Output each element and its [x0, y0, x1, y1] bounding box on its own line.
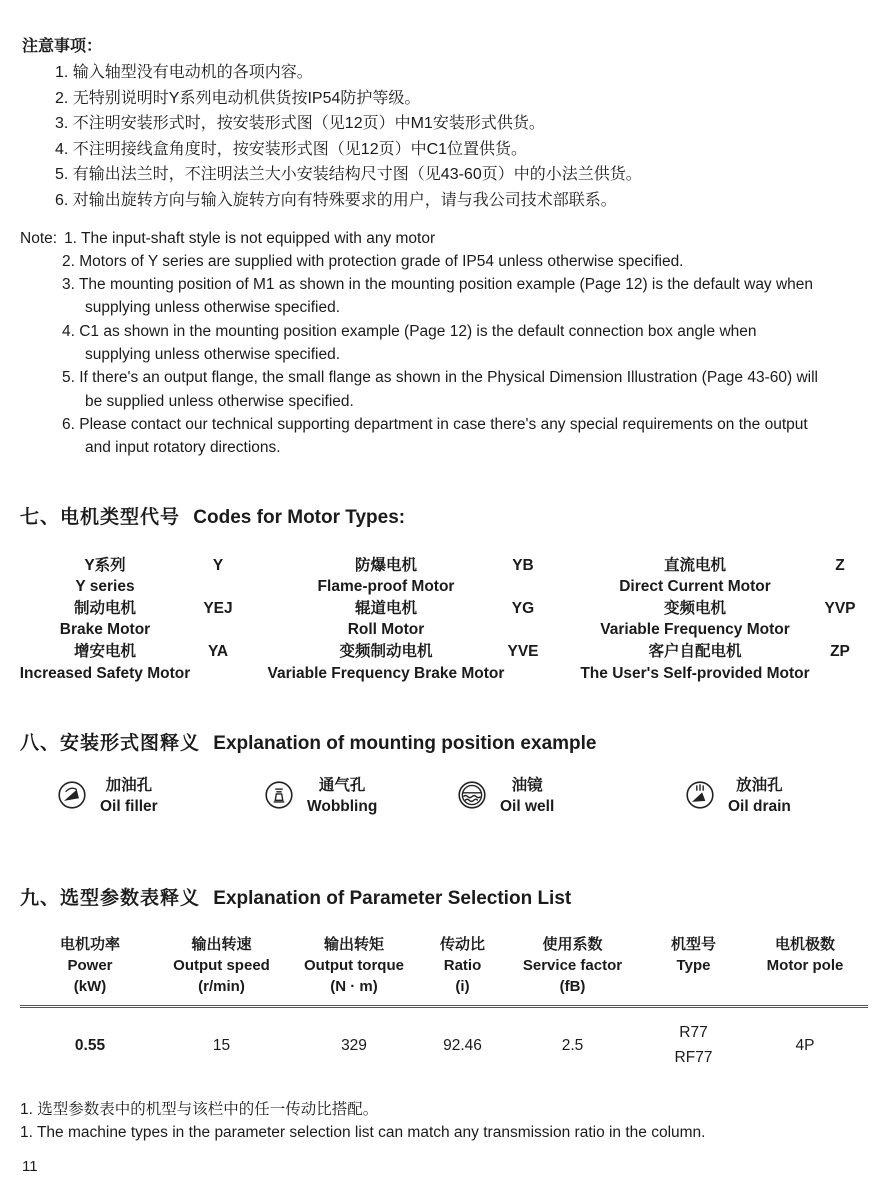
notes-cn-section	[0, 0, 888, 214]
legend-item-wobbling	[263, 775, 377, 817]
legend-label-en: Wobbling	[307, 798, 378, 816]
foot-notes	[0, 1098, 888, 1144]
page-number: 11	[22, 1158, 38, 1175]
motor-type-code: ZP	[830, 642, 850, 660]
motor-type-row	[15, 641, 888, 684]
legend-labels	[728, 775, 791, 817]
header-ratio: 传动比 Ratio (i)	[439, 936, 485, 996]
notes-cn-item: 4. 不注明接线盒角度时，按安装形式图（见12页）中C1位置供货。	[55, 140, 528, 158]
notes-cn-item: 3. 不注明安装形式时，按安装形式图（见12页）中M1安装形式供货。	[55, 115, 545, 133]
legend-label-en: Oil well	[500, 798, 555, 816]
motor-name-cn: 增安电机	[73, 642, 136, 660]
oil-well-icon	[456, 779, 488, 811]
motor-type-name	[575, 598, 815, 641]
legend-labels	[100, 775, 158, 817]
notes-cn-title: 注意事项：	[22, 38, 103, 55]
motor-type-name	[15, 598, 195, 641]
value-ratio: 92.46	[443, 1036, 482, 1054]
oil-filler-icon	[56, 779, 88, 811]
motor-name-cn: 变频电机	[663, 599, 726, 617]
notes-cn-item: 1. 输入轴型没有电动机的各项内容。	[55, 64, 313, 81]
motor-type-name	[575, 641, 815, 684]
motor-type-row	[15, 598, 888, 641]
notes-en-section	[0, 227, 818, 460]
legend-item-oil-filler	[56, 775, 158, 817]
motor-name-cn: 辊道电机	[354, 599, 417, 617]
notes-en-item: 4. C1 as shown in the mounting position example (Page 12) is the default connection box angle when supplying unless otherwise specified.	[62, 322, 757, 364]
notes-cn-item: 5. 有输出法兰时，不注明法兰大小安装结构尺寸图（见43-60页）中的小法兰供货。	[55, 166, 642, 184]
footnote-cn: 1. 选型参数表中的机型与该栏中的任一传动比搭配。	[20, 1101, 379, 1119]
legend-label-cn: 加油孔	[105, 777, 153, 795]
notes-en-item: 2. Motors of Y series are supplied with protection grade of IP54 unless otherwise specified.	[62, 252, 684, 270]
value-motor-pole: 4P	[795, 1036, 815, 1054]
motor-type-name	[575, 555, 815, 598]
value-power: 0.55	[74, 1036, 106, 1054]
legend-label-en: Oil drain	[728, 798, 791, 816]
legend-label-en: Oil filler	[100, 798, 158, 816]
motor-name-cn: 变频制动电机	[339, 642, 433, 660]
section8-title-en: Explanation of mounting position example	[213, 733, 597, 755]
header-power: 电机功率 Power (kW)	[59, 936, 120, 996]
wobbling-icon	[263, 779, 295, 811]
spacer	[241, 598, 266, 641]
section9-title-en: Explanation of Parameter Selection List	[213, 888, 572, 910]
motor-name-cn: 客户自配电机	[648, 642, 742, 660]
motor-type-code: YA	[207, 642, 229, 660]
value-output-torque: 329	[341, 1036, 367, 1054]
header-type: 机型号 Type	[670, 936, 716, 975]
notes-en-item: 5. If there's an output flange, the small flange as shown in the Physical Dimension Illustration (Page 43-60) will be supplied unless otherwise specified.	[62, 369, 818, 410]
motor-name-en: Brake Motor	[59, 621, 151, 639]
motor-name-en: Increased Safety Motor	[19, 664, 191, 682]
section8-title-cn: 八、安装形式图释义	[20, 733, 201, 755]
section8-heading	[0, 728, 888, 755]
notes-cn-item: 2. 无特别说明时Y系列电动机供货按IP54防护等级。	[55, 89, 421, 107]
motor-name-en: Variable Frequency Brake Motor	[267, 664, 505, 682]
motor-type-code: YEJ	[203, 599, 233, 617]
motor-type-name	[15, 641, 195, 684]
legend-label-cn: 放油孔	[736, 777, 783, 795]
section9-title-cn: 九、选型参数表释义	[20, 888, 201, 910]
motor-name-cn: 直流电机	[663, 556, 726, 574]
motor-type-row	[15, 555, 888, 598]
mounting-legend	[0, 775, 888, 837]
motor-type-name	[266, 641, 506, 684]
motor-type-code: YG	[511, 599, 535, 617]
value-output-speed: 15	[212, 1036, 231, 1054]
notes-en-text: 1. The input-shaft style is not equipped with any motor	[64, 229, 436, 247]
section7-title-en: Codes for Motor Types:	[193, 506, 406, 528]
footnote-en: 1. The machine types in the parameter selection list can match any transmission ratio in the column.	[20, 1124, 706, 1142]
spacer	[241, 641, 266, 684]
notes-cn-item: 6. 对输出旋转方向与输入旋转方向有特殊要求的用户，请与我公司技术部联系。	[55, 191, 617, 209]
parameter-table-header	[20, 934, 868, 1008]
legend-label-cn: 油镜	[511, 777, 543, 795]
legend-labels	[500, 775, 554, 817]
motor-type-name	[266, 555, 506, 598]
section9-heading	[0, 883, 888, 910]
legend-labels	[307, 775, 377, 817]
motor-name-en: Flame-proof Motor	[317, 578, 455, 596]
value-service-factor: 2.5	[561, 1036, 584, 1054]
notes-en-prefix: Note:	[20, 229, 58, 247]
value-type-line2: RF77	[674, 1049, 713, 1067]
motor-name-en: Variable Frequency Motor	[600, 621, 790, 639]
notes-en-item: 3. The mounting position of M1 as shown in the mounting position example (Page 12) is the default way when supplying unless otherwise specified.	[62, 276, 814, 317]
notes-en-item: 6. Please contact our technical supporting department in case there's any special requirements on the output and input rotatory directions.	[62, 415, 808, 457]
motor-name-en: The User's Self-provided Motor	[580, 664, 810, 682]
value-type-line1: R77	[679, 1024, 708, 1042]
motor-name-cn: Y系列	[84, 556, 126, 574]
spacer	[540, 555, 575, 598]
parameter-table-row	[20, 1008, 868, 1078]
notes-en-item	[0, 227, 818, 250]
motor-type-code: YB	[512, 556, 534, 574]
motor-name-cn: 防爆电机	[354, 556, 417, 574]
motor-type-name	[15, 555, 195, 598]
header-output-torque: 输出转矩 Output torque (N · m)	[304, 936, 404, 996]
motor-type-code: YVP	[824, 599, 856, 617]
motor-type-table	[0, 555, 888, 685]
parameter-selection-table	[20, 934, 868, 1078]
header-service-factor: 使用系数 Service factor (fB)	[522, 936, 623, 996]
motor-name-en: Roll Motor	[347, 621, 425, 639]
section7-title-cn: 七、电机类型代号	[20, 506, 181, 528]
motor-name-cn: 制动电机	[73, 599, 136, 617]
spacer	[540, 641, 575, 684]
motor-name-en: Direct Current Motor	[619, 578, 771, 596]
section7-heading	[0, 502, 888, 529]
motor-name-en: Y series	[75, 578, 135, 596]
header-output-speed: 输出转速 Output speed (r/min)	[173, 936, 270, 996]
motor-type-code: Y	[212, 556, 224, 574]
motor-type-code: YVE	[507, 642, 539, 660]
spacer	[241, 555, 266, 598]
legend-item-oil-drain	[684, 775, 791, 817]
value-type	[645, 1020, 742, 1070]
legend-item-oil-well	[456, 775, 554, 817]
motor-type-code: Z	[835, 556, 845, 574]
header-motor-pole: 电机极数 Motor pole	[766, 936, 844, 975]
oil-drain-icon	[684, 779, 716, 811]
spacer	[540, 598, 575, 641]
legend-label-cn: 通气孔	[318, 777, 366, 795]
motor-type-name	[266, 598, 506, 641]
